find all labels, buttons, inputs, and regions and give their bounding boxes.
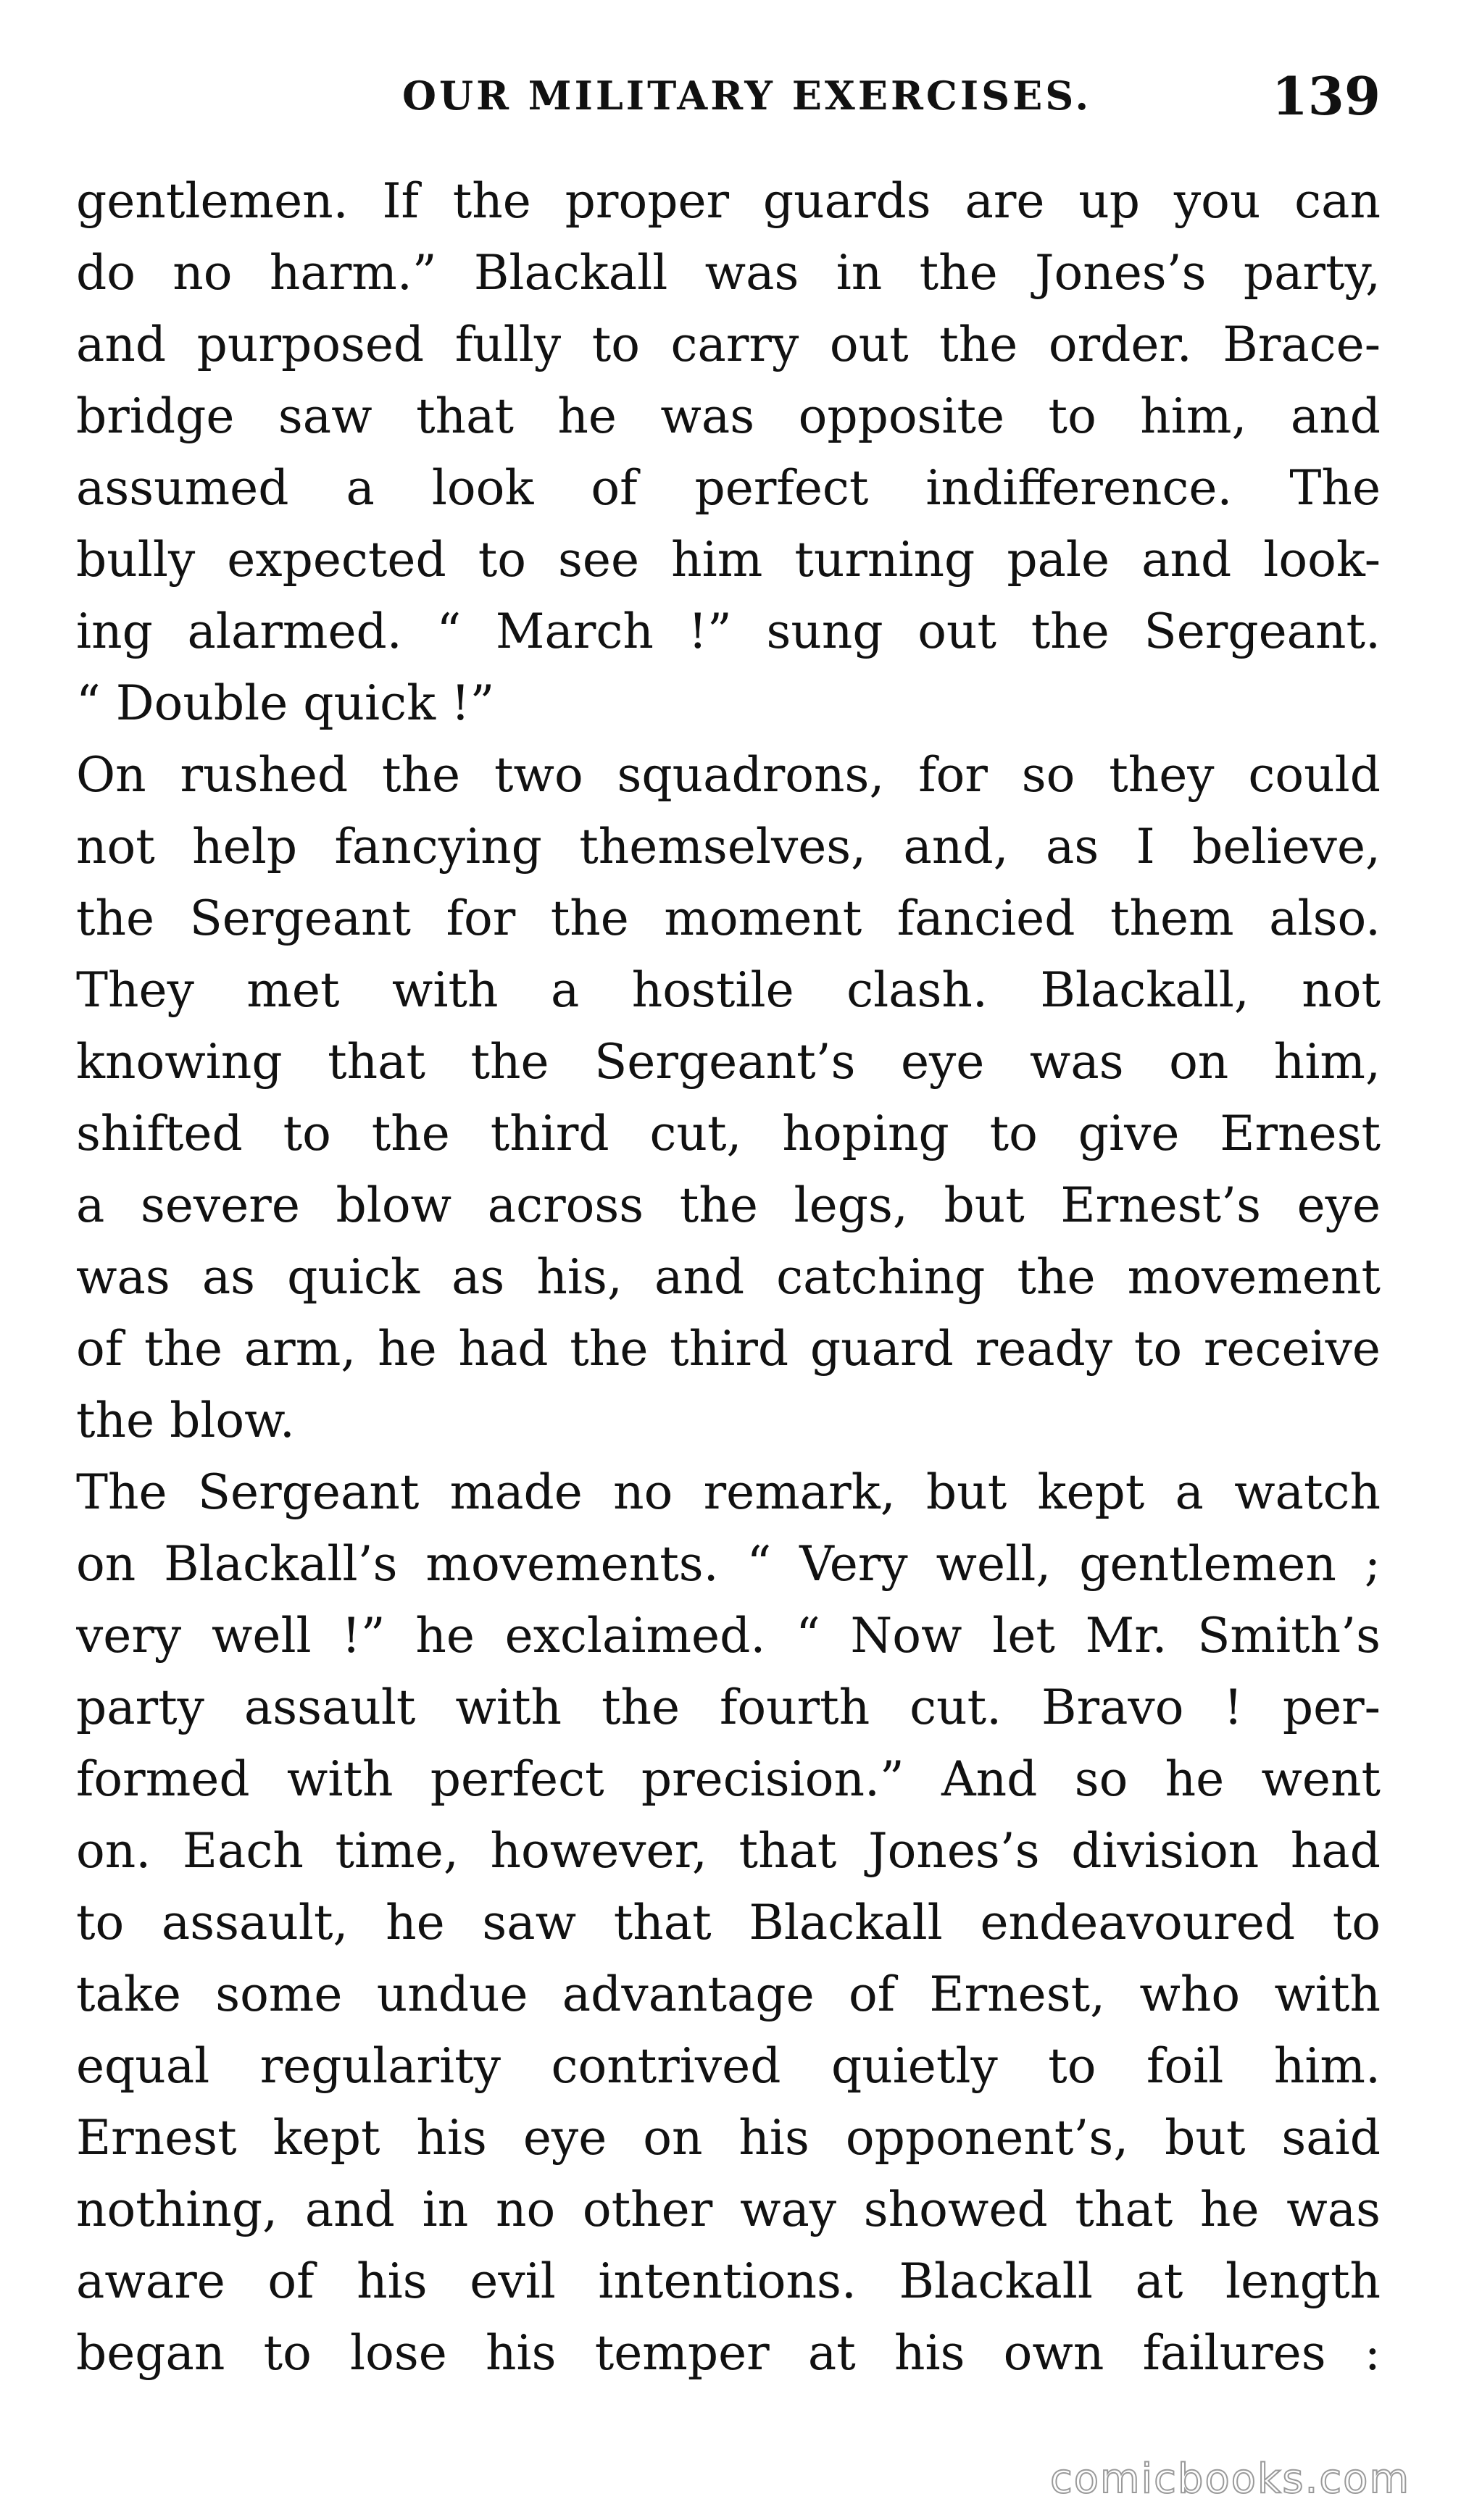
paragraph (76, 165, 1381, 739)
watermark: comicbooks.com (1049, 2456, 1410, 2503)
text-line: Ernest kept his eye on his opponent’s, but said (76, 2110, 1381, 2166)
text-line: began to lose his temper at his own failures : (76, 2325, 1381, 2381)
text-line: bully expected to see him turning pale and look- (76, 532, 1381, 588)
paragraph (76, 739, 1381, 1456)
text-line: aware of his evil intentions. Blackall at length (76, 2253, 1381, 2309)
text-line: “ Double quick !” (76, 675, 495, 731)
body-text (76, 165, 1381, 2389)
text-line: The Sergeant made no remark, but kept a watch (76, 1464, 1381, 1520)
running-title: OUR MILITARY EXERCISES. (402, 72, 1092, 119)
text-line: the Sergeant for the moment fancied them also. (76, 890, 1381, 946)
text-line: on Blackall’s movements. “ Very well, gentlemen ; (76, 1536, 1381, 1592)
paragraph (76, 1456, 1381, 2389)
text-line: equal regularity contrived quietly to foil him. (76, 2038, 1381, 2094)
text-line: of the arm, he had the third guard ready to receive (76, 1321, 1381, 1377)
text-line: formed with perfect precision.” And so he went (76, 1751, 1381, 1807)
text-line: nothing, and in no other way showed that he was (76, 2182, 1381, 2237)
text-line: not help fancying themselves, and, as I believe, (76, 819, 1381, 875)
running-header (76, 65, 1381, 130)
text-line: was as quick as his, and catching the movement (76, 1249, 1381, 1305)
text-line: to assault, he saw that Blackall endeavoured to (76, 1895, 1381, 1951)
text-line: take some undue advantage of Ernest, who with (76, 1966, 1381, 2022)
text-line: assumed a look of perfect indifference. The (76, 460, 1381, 516)
text-line: ing alarmed. “ March !” sung out the Sergeant. (76, 604, 1381, 659)
text-line: shifted to the third cut, hoping to give Ernest (76, 1106, 1381, 1161)
text-line: do no harm.” Blackall was in the Jones’s party, (76, 245, 1381, 301)
text-line: on. Each time, however, that Jones’s division had (76, 1823, 1381, 1879)
text-line: bridge saw that he was opposite to him, and (76, 388, 1381, 444)
text-line: a severe blow across the legs, but Ernest’s eye (76, 1177, 1381, 1233)
text-line: knowing that the Sergeant’s eye was on him, (76, 1034, 1381, 1090)
text-line: gentlemen. If the proper guards are up you can (76, 173, 1381, 229)
text-line: very well !” he exclaimed. “ Now let Mr. Smith’s (76, 1608, 1381, 1664)
text-line: the blow. (76, 1393, 295, 1448)
text-line: party assault with the fourth cut. Bravo ! per- (76, 1680, 1381, 1735)
text-line: and purposed fully to carry out the order. Brace- (76, 317, 1381, 372)
text-line: On rushed the two squadrons, for so they could (76, 747, 1381, 803)
page-number: 139 (1271, 65, 1381, 127)
text-line: They met with a hostile clash. Blackall, not (76, 962, 1381, 1018)
